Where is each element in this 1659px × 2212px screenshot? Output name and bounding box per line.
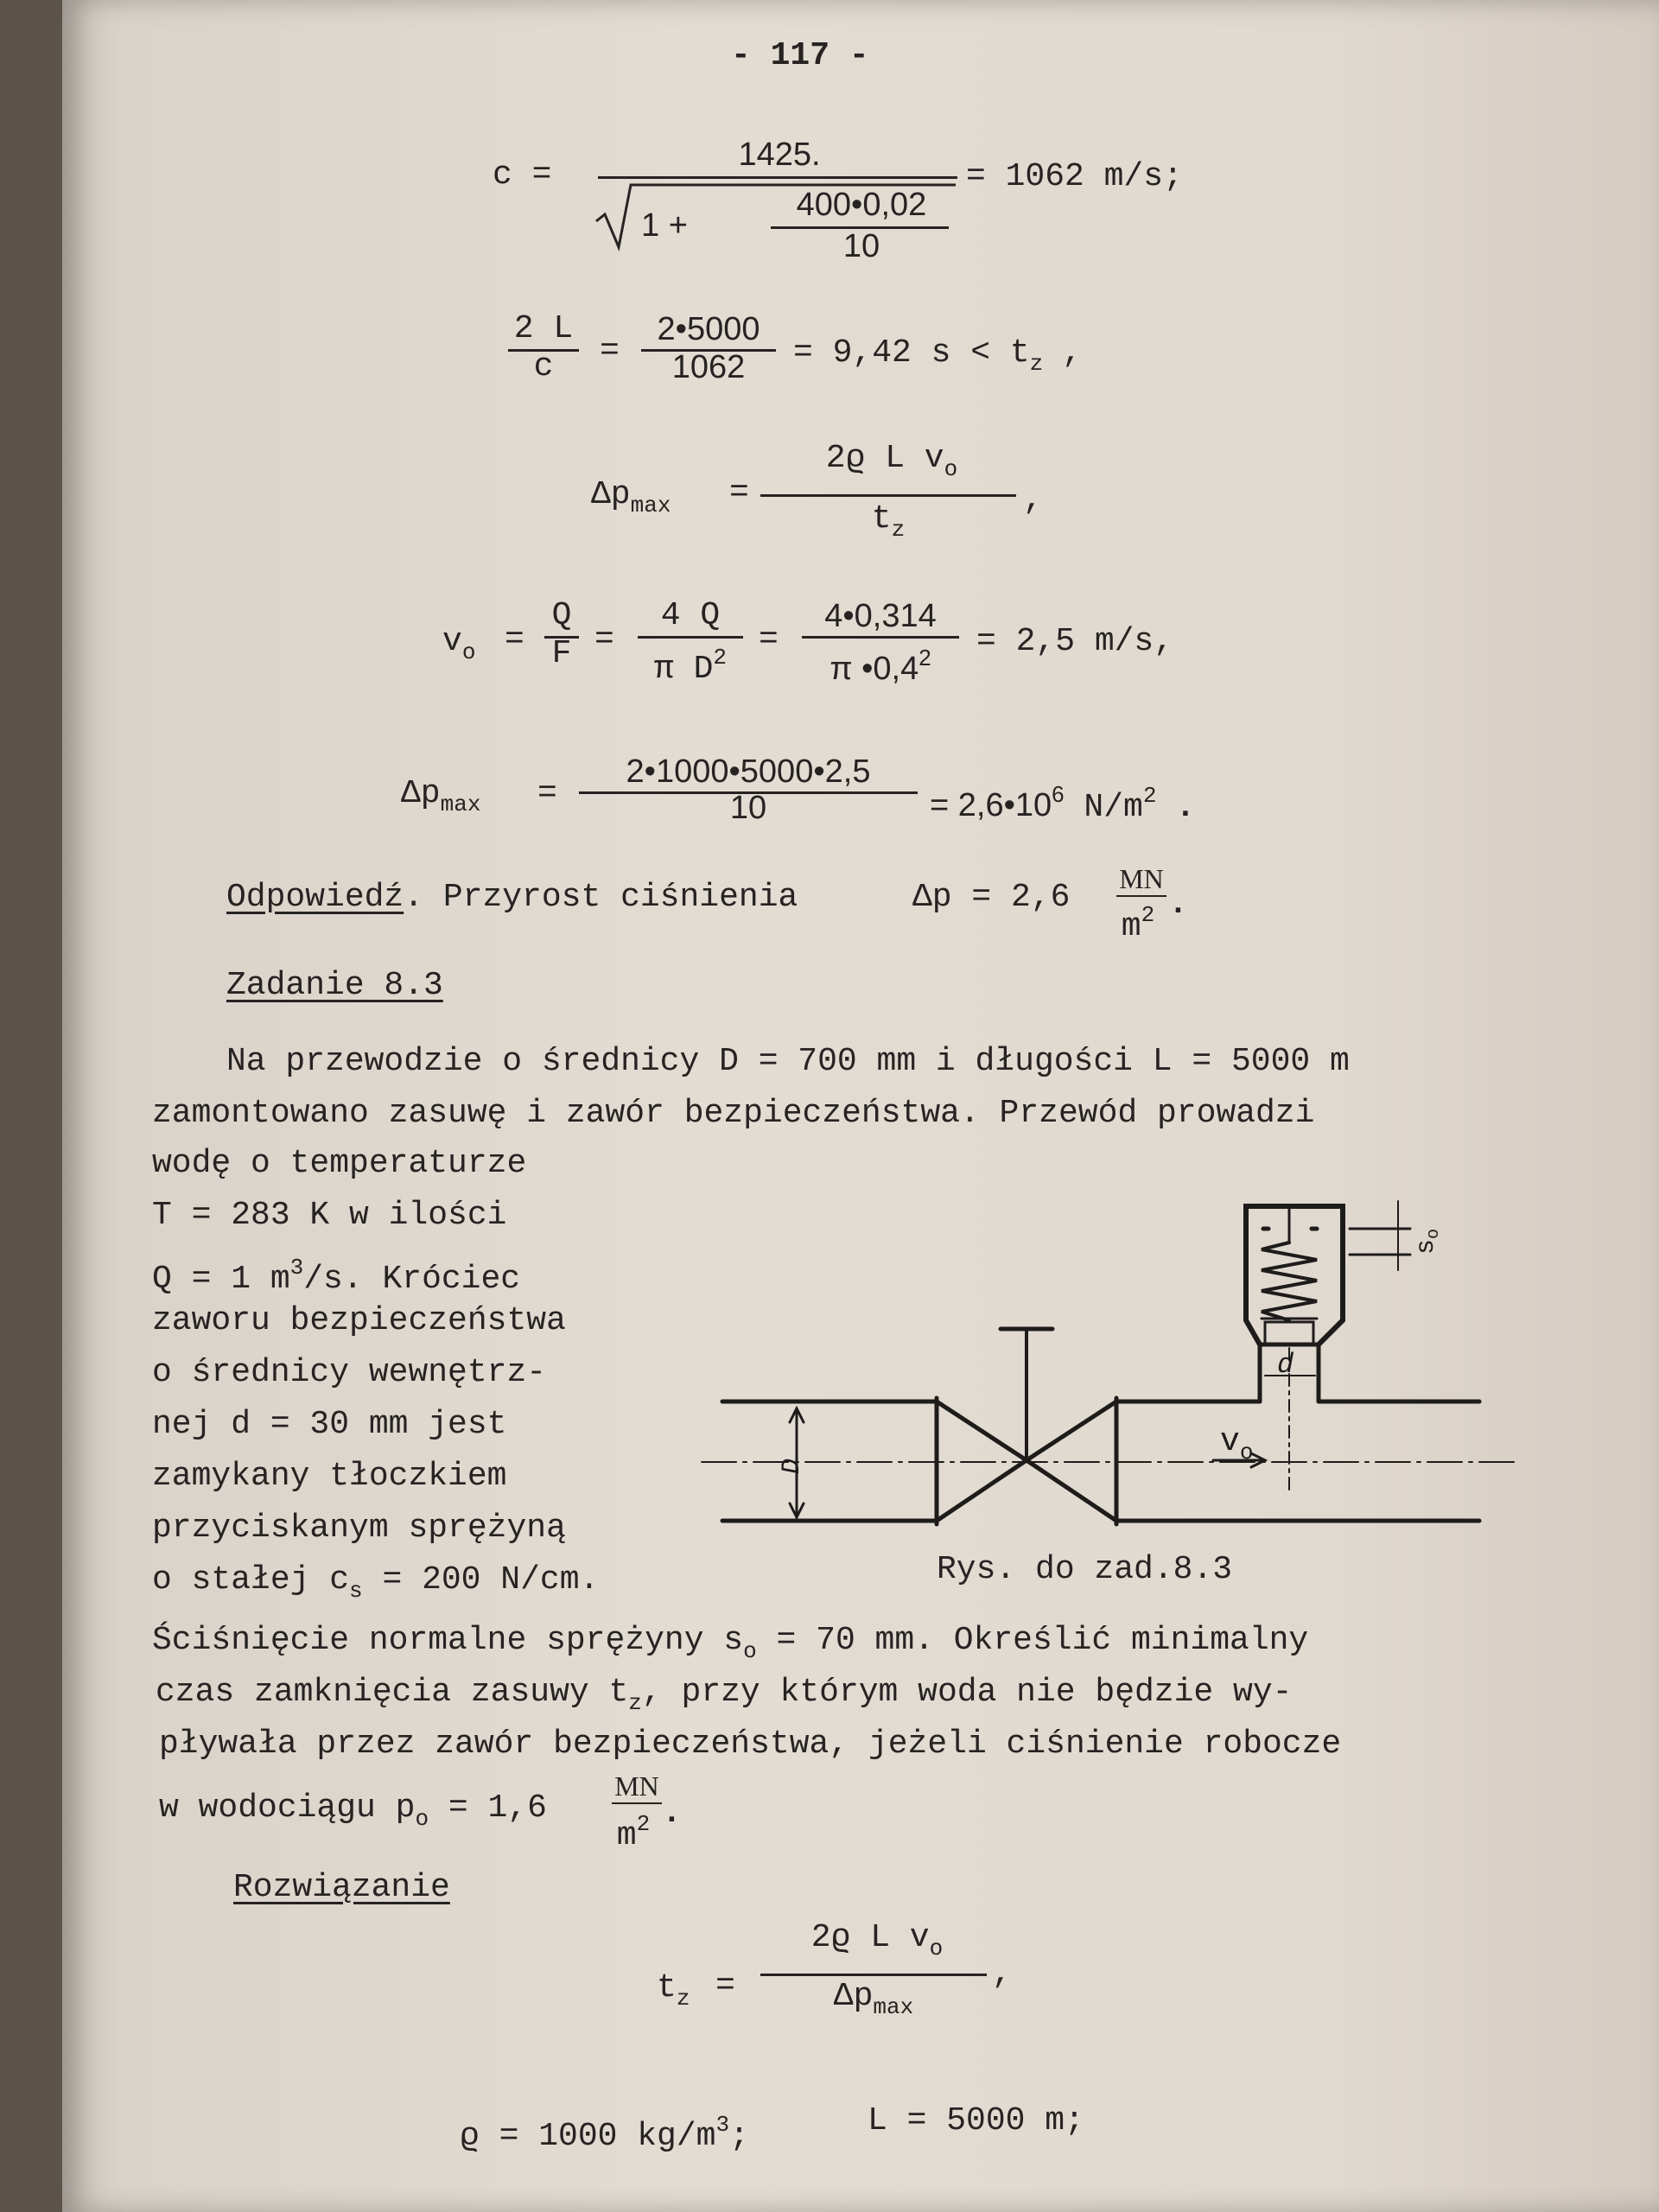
eq3-num: 2ϱ L $v_o$	[825, 440, 958, 482]
task-line-15: w wodociągu $p_o = 1,6$	[159, 1789, 547, 1832]
eq2-a-num: 2 L	[513, 310, 574, 347]
answer-unit-num: MN	[1119, 863, 1164, 894]
eq4-f3-den: π $•0,4^2$	[830, 645, 931, 687]
eq6-bar	[760, 1974, 987, 1976]
book-page	[62, 0, 1659, 2212]
eq6-eq: =	[715, 1967, 735, 2005]
eq1-lhs: c =	[493, 156, 552, 194]
eq3-den: $t_z$	[871, 500, 906, 543]
figure-label-D: D	[778, 1458, 807, 1474]
figure-label-so: $s_o$	[1412, 1228, 1444, 1255]
eq1-den-frac-den: 10	[842, 228, 880, 264]
task-line-1: Na przewodzie o średnicy D = 700 mm i długości L = 5000 m	[226, 1043, 1350, 1080]
eq1-numerator: 1425.	[738, 137, 821, 173]
eq7-rho: ϱ = 1000 $kg/m^3$;	[460, 2112, 749, 2155]
answer-tail: .	[1168, 886, 1188, 923]
eq4-eq2: =	[594, 621, 614, 658]
eq4-rhs: = 2,5 m/s,	[976, 623, 1174, 660]
eq4-f3-num: 4•0,314	[824, 598, 937, 634]
eq5-den: 10	[729, 790, 767, 826]
eq4-eq1: =	[505, 621, 524, 658]
eq2-eq: =	[600, 333, 620, 370]
task-pressure-unit-den: $m^2$	[616, 1811, 651, 1854]
task-title: Zadanie 8.3	[226, 967, 443, 1004]
task-line-4: T = 283 K w ilości	[152, 1197, 507, 1234]
answer-text: Odpowiedź. Przyrost ciśnienia	[226, 879, 798, 916]
eq2-b-num: 2•5000	[657, 311, 760, 347]
eq3-lhs: $\Delta p_{max}$	[591, 476, 671, 518]
answer-label: Odpowiedź	[226, 879, 404, 916]
task-line-6: zaworu bezpieczeństwa	[152, 1302, 566, 1339]
eq2-a-den: c	[533, 348, 554, 385]
solution-title: Rozwiązanie	[233, 1869, 450, 1906]
eq3-bar	[760, 494, 1016, 497]
eq2-rhs: = 9,42 $s < t_z$ ,	[793, 334, 1083, 377]
task-pressure-unit-tail: .	[662, 1795, 682, 1832]
eq1-den-frac-num: 400•0,02	[796, 187, 927, 223]
answer-unit-den: $m^2$	[1121, 902, 1155, 945]
eq4-f2-num: 4 Q	[660, 597, 721, 634]
eq1-main-fraction-bar	[598, 176, 957, 179]
eq6-tail: ,	[992, 1955, 1012, 1993]
eq2-b-den: 1062	[671, 349, 746, 385]
task-line-13: czas zamknięcia zasuwy $t_z$, przy którym woda nie będzie wy-	[156, 1674, 1293, 1716]
eq4-eq3: =	[759, 621, 779, 658]
eq7-length: L = 5000 m;	[868, 2102, 1084, 2139]
eq4-f1-den: F	[551, 635, 572, 672]
eq5-lhs: $\Delta p_{max}$	[401, 775, 481, 817]
eq5-eq: =	[537, 775, 557, 812]
eq6-num: 2ϱ L $v_o$	[810, 1919, 944, 1961]
task-line-2: zamontowano zasuwę i zawór bezpieczeństwa. Przewód prowadzi	[152, 1095, 1315, 1132]
figure-label-d: d	[1277, 1349, 1294, 1381]
eq6-lhs: $t_z$	[657, 1969, 690, 2012]
task-line-7: o średnicy wewnętrz-	[152, 1354, 547, 1391]
task-line-8: nej d = 30 mm jest	[152, 1406, 507, 1443]
task-line-11: o stałej $c_s = 200$ N/cm.	[152, 1561, 600, 1604]
eq4-f2-den: π $D^2$	[653, 645, 728, 688]
page-number: - 117 -	[731, 37, 869, 74]
task-line-14: pływała przez zawór bezpieczeństwa, jeżeli ciśnienie robocze	[159, 1726, 1342, 1763]
eq1-den-a: 1 +	[641, 207, 688, 244]
task-line-12: Ściśnięcie normalne sprężyny $s_o = 70$ mm. Określić minimalny	[152, 1622, 1309, 1664]
task-pressure-unit-num: MN	[614, 1770, 659, 1802]
task-line-10: przyciskanym sprężyną	[152, 1510, 566, 1547]
task-line-9: zamykany tłoczkiem	[152, 1458, 507, 1495]
figure-label-vo: $v_o$	[1220, 1423, 1254, 1465]
figure-caption: Rys. do zad.8.3	[937, 1551, 1233, 1588]
answer-formula: Δp = 2,6	[912, 879, 1071, 916]
task-line-5: Q = 1 $m^3/s$. Króciec	[152, 1255, 521, 1298]
eq5-rhs: = $2,6•10^6$ $N/m^2$ .	[930, 781, 1196, 826]
eq3-eq: =	[729, 474, 749, 512]
task-line-3: wodę o temperaturze	[152, 1145, 527, 1182]
eq3-tail: ,	[1023, 481, 1043, 518]
eq1-rhs: = 1062 m/s;	[966, 158, 1183, 195]
eq5-num: 2•1000•5000•2,5	[626, 753, 871, 790]
eq4-lhs: $v_o$	[442, 623, 476, 665]
eq6-den: $\Delta p_{max}$	[833, 1978, 914, 2020]
figure-pipe-valve-diagram	[650, 1175, 1548, 1538]
eq4-f1-num: Q	[551, 597, 572, 634]
